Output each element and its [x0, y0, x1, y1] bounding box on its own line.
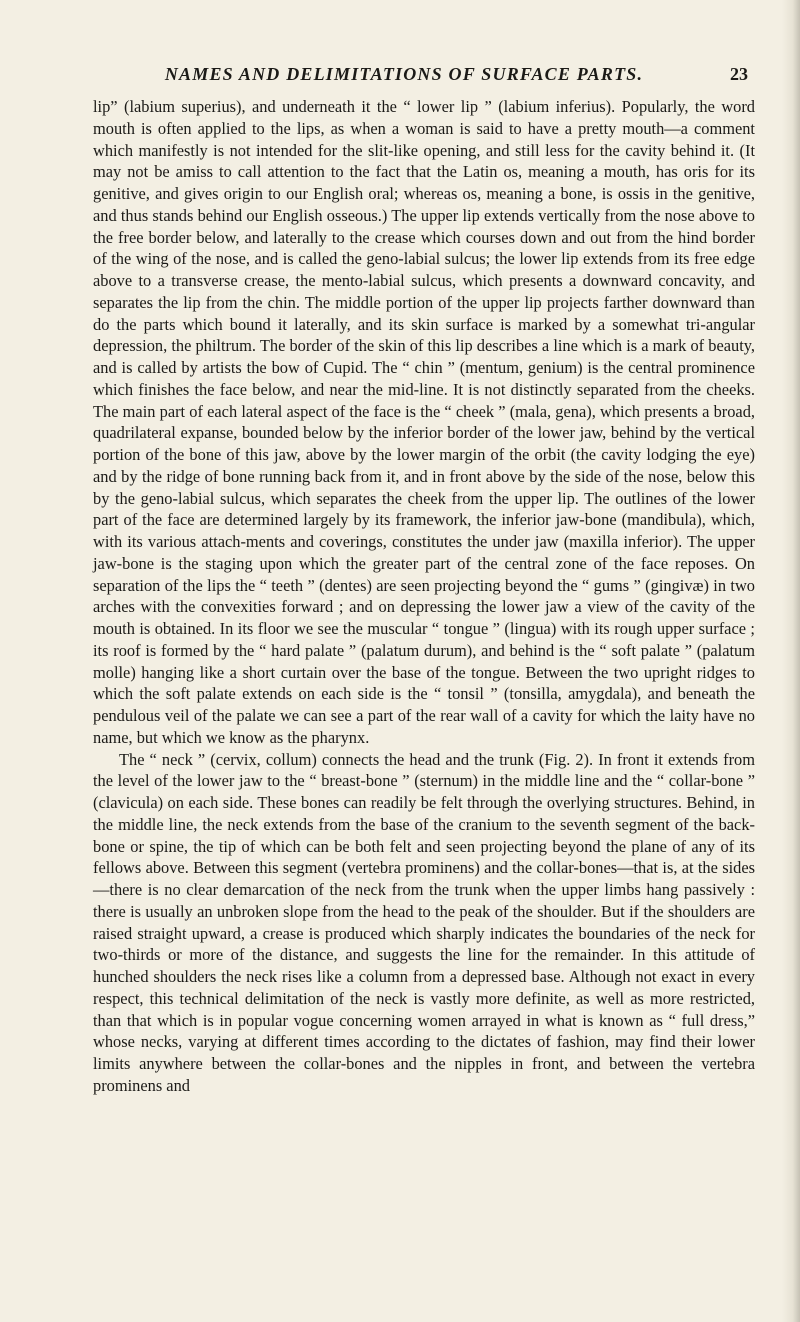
paragraph: lip” (labium superius), and underneath it the “ lower lip ” (labium inferius). Popularly, the word mouth is often applied to the lips, as when a woman is said to have a pretty mouth—a comment which manifestly is not intended for the slit-like opening, and still less for the cavity behind it. (It may not be amiss to call attention to the fact that the Latin os, meaning a mouth, has oris for its genitive, and gives origin to our English oral; whereas os, meaning a bone, is ossis in the genitive, and thus stands behind our English osseous.) The upper lip extends vertically from the nose above to the free border below, and laterally to the crease which courses down and out from the hind border of the wing of the nose, and is called the geno-labial sulcus; the lower lip extends from its free edge above to a transverse crease, the mento-labial sulcus, which presents a downward concavity, and separates the lip from the chin. The middle portion of the upper lip projects farther downward than do the parts which bound it laterally, and its skin surface is marked by a somewhat tri-angular depression, the philtrum. The border of the skin of this lip describes a line which is a mark of beauty, and is called by artists the bow of Cupid. The “ chin ” (mentum, genium) is the central prominence which finishes the face below, and near the mid-line. It is not distinctly separated from the cheeks. The main part of each lateral aspect of the face is the “ cheek ” (mala, gena), which presents a broad, quadrilateral expanse, bounded below by the inferior border of the lower jaw, behind by the vertical portion of the bone of this jaw, above by the lower margin of the orbit (the cavity lodging the eye) and by the ridge of bone running back from it, and in front above by the side of the nose, below this by the geno-labial sulcus, which separates the cheek from the upper lip. The outlines of the lower part of the face are determined largely by its framework, the inferior jaw-bone (mandibula), which, with its various attach-ments and coverings, constitutes the under jaw (maxilla inferior). The upper jaw-bone is the staging upon which the greater part of the central zone of the face reposes. On separation of the lips the “ teeth ” (dentes) are seen projecting beyond the “ gums ” (gingivæ) in two arches with the convexities forward ; and on depressing the lower jaw a view of the cavity of the mouth is obtained. In its floor we see the muscular “ tongue ” (lingua) with its rough upper surface ; its roof is formed by the “ hard palate ” (palatum durum), and behind is the “ soft palate ” (palatum molle) hanging like a short curtain over the base of the tongue. Between the two upright ridges to which the soft palate extends on each side is the “ tonsil ” (tonsilla, amygdala), and beneath the pendulous veil of the palate we can see a part of the rear wall of a cavity for which the laity have no name, but which we know as the pharynx.: [93, 97, 755, 747]
page-number: 23: [730, 64, 748, 84]
body-text: [93, 96, 755, 1097]
running-title: NAMES AND DELIMITATIONS OF SURFACE PARTS.: [164, 64, 644, 84]
paragraph: The “ neck ” (cervix, collum) connects the head and the trunk (Fig. 2). In front it extends from the level of the lower jaw to the “ breast-bone ” (sternum) in the middle line and the “ collar-bone ” (clavicula) on each side. These bones can readily be felt through the overlying structures. Behind, in the middle line, the neck extends from the base of the cranium to the seventh segment of the back-bone or spine, the tip of which can be both felt and seen projecting beyond the plane of any of its fellows above. Between this segment (vertebra prominens) and the collar-bones—that is, at the sides—there is no clear demarcation of the neck from the trunk when the upper limbs hang passively : there is usually an unbroken slope from the head to the peak of the shoulder. But if the shoulders are raised straight upward, a crease is produced which sharply indicates the boundaries of the neck for two-thirds or more of the distance, and suggests the line for the remainder. In this attitude of hunched shoulders the neck rises like a column from a depressed base. Although not exact in every respect, this technical delimitation of the neck is vastly more definite, as well as more restricted, than that which is in popular vogue concerning women arrayed in what is known as “ full dress,” whose necks, varying at different times according to the dictates of fashion, may find their lower limits anywhere between the collar-bones and the nipples in front, and between the vertebra prominens and: [93, 749, 755, 1095]
page-edge-shadow: [782, 0, 800, 1322]
